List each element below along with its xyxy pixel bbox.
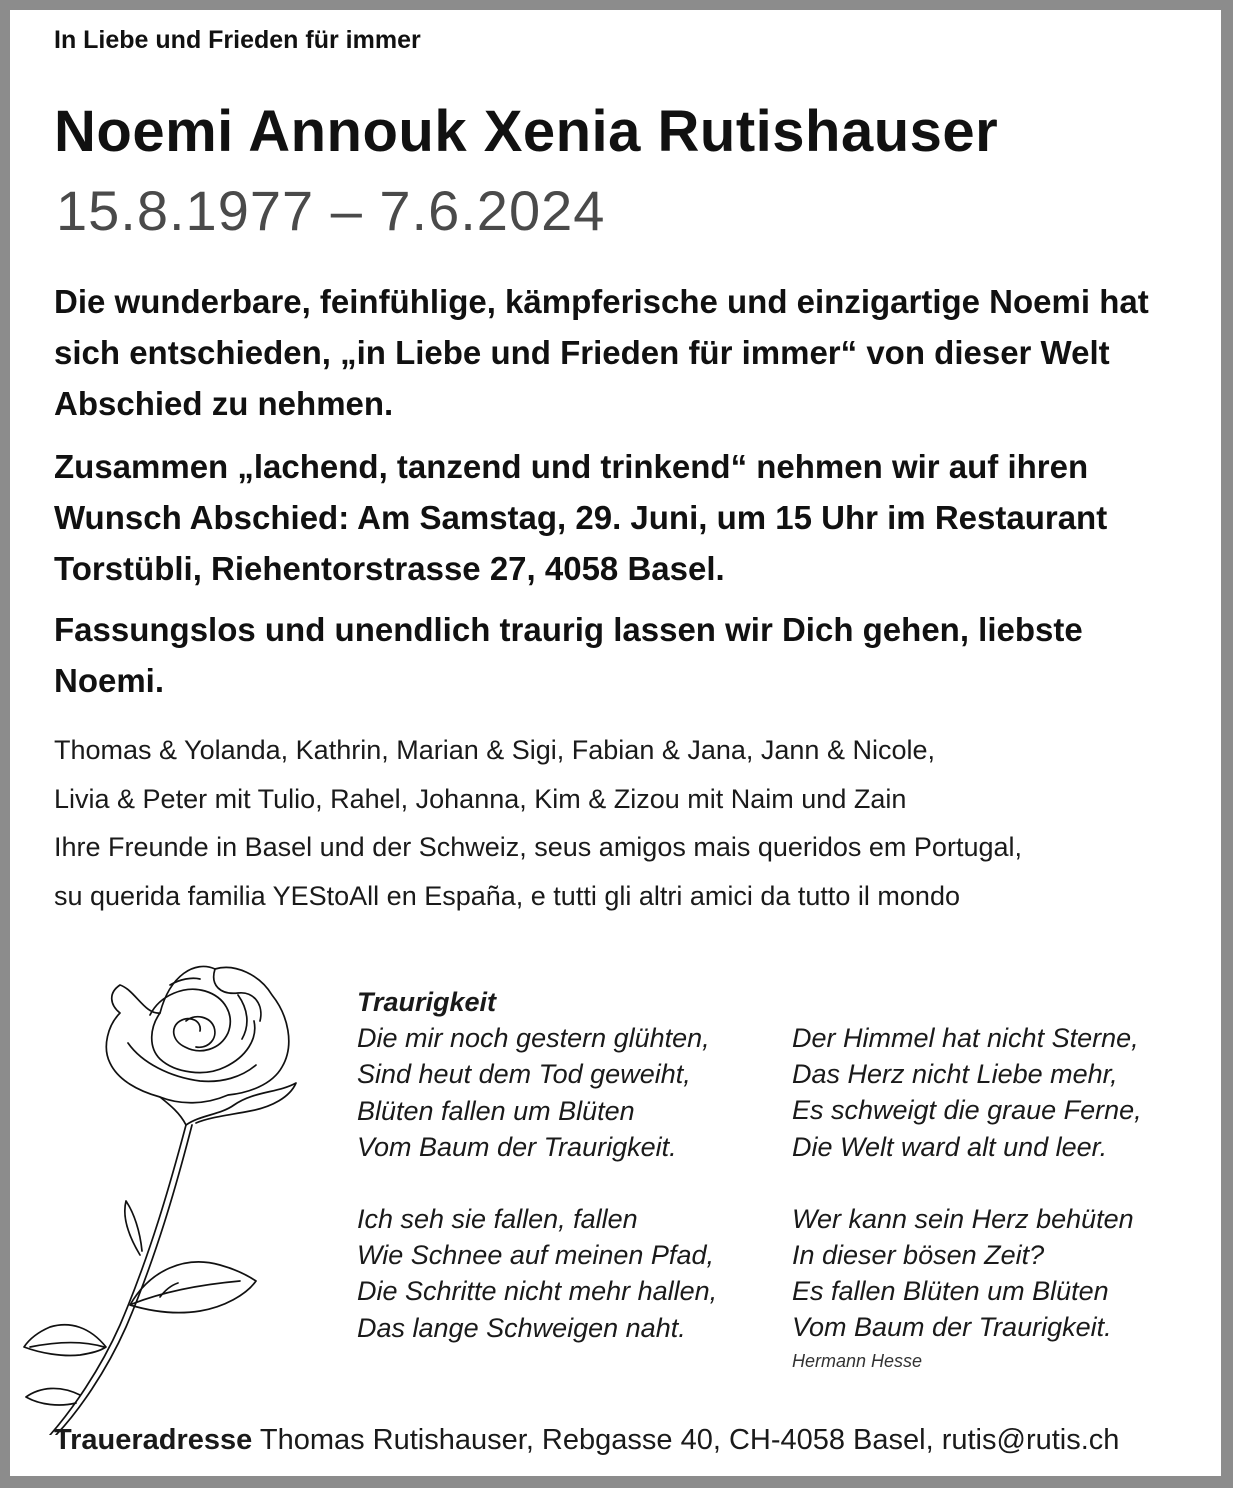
obituary-notice <box>10 10 1221 1476</box>
mourners-line: Livia & Peter mit Tulio, Rahel, Johanna, Kim & Zizou mit Naim und Zain <box>54 783 907 814</box>
poem-line: Die Schritte nicht mehr hallen, <box>357 1276 718 1307</box>
poem-line: Vom Baum der Traurigkeit. <box>357 1131 677 1162</box>
poem-line: Die Welt ward alt und leer. <box>792 1131 1108 1162</box>
poem-title: Traurigkeit <box>357 987 497 1017</box>
rose-icon <box>10 955 310 1435</box>
poem-line: Blüten fallen um Blüten <box>357 1095 635 1126</box>
poem-line: Es schweigt die graue Ferne, <box>792 1095 1142 1126</box>
mourning-address <box>54 1424 1119 1457</box>
poem-line: Das Herz nicht Liebe mehr, <box>792 1059 1118 1090</box>
poem-line: Wie Schnee auf meinen Pfad, <box>357 1240 714 1271</box>
stanza-gap <box>792 1165 1142 1201</box>
closing-paragraph: Fassungslos und unendlich traurig lassen wir Dich gehen, liebste Noemi. <box>54 611 1083 699</box>
poem-right-column <box>792 1020 1142 1346</box>
poem-line: Ich seh sie fallen, fallen <box>357 1204 638 1235</box>
poem-left-column <box>357 984 717 1346</box>
poem-line: Es fallen Blüten um Blüten <box>792 1276 1109 1307</box>
poem-line: Der Himmel hat nicht Sterne, <box>792 1023 1139 1053</box>
farewell-event-paragraph: Zusammen „lachend, tanzend und trinkend“ nehmen wir auf ihren Wunsch Abschied: Am Samstag, 29. Juni, um 15 Uhr im Restaurant Torstübli, Riehentorstrasse 27, 4058 Basel. <box>54 448 1108 587</box>
poem-line: In dieser bösen Zeit? <box>792 1240 1045 1271</box>
poem-line: Wer kann sein Herz behüten <box>792 1203 1134 1234</box>
mourning-address-text: Thomas Rutishauser, Rebgasse 40, CH-4058 Basel, rutis@rutis.ch <box>259 1424 1120 1456</box>
mourning-address-label: Traueradresse <box>54 1424 253 1456</box>
poem-line: Sind heut dem Tod geweiht, <box>357 1059 691 1090</box>
mourners-list <box>54 726 1022 920</box>
deceased-name: Noemi Annouk Xenia Rutishauser <box>54 99 999 164</box>
stanza-gap <box>357 1165 717 1201</box>
life-dates: 15.8.1977 – 7.6.2024 <box>56 179 606 242</box>
mourners-line: su querida familia YEStoAll en España, e tutti gli altri amici da tutto il mondo <box>54 880 960 911</box>
poem-line: Das lange Schweigen naht. <box>357 1312 686 1343</box>
tagline: In Liebe und Frieden für immer <box>54 26 421 54</box>
poem-author: Hermann Hesse <box>792 1351 923 1371</box>
poem-line: Vom Baum der Traurigkeit. <box>792 1312 1112 1343</box>
mourners-line: Ihre Freunde in Basel und der Schweiz, seus amigos mais queridos em Portugal, <box>54 832 1022 862</box>
mourners-line: Thomas & Yolanda, Kathrin, Marian & Sigi, Fabian & Jana, Jann & Nicole, <box>54 735 935 765</box>
poem-line: Die mir noch gestern glühten, <box>357 1023 710 1054</box>
announcement-paragraph: Die wunderbare, feinfühlige, kämpferische und einzigartige Noemi hat sich entschieden, „in Liebe und Frieden für immer“ von dieser Welt Abschied zu nehmen. <box>54 283 1149 422</box>
